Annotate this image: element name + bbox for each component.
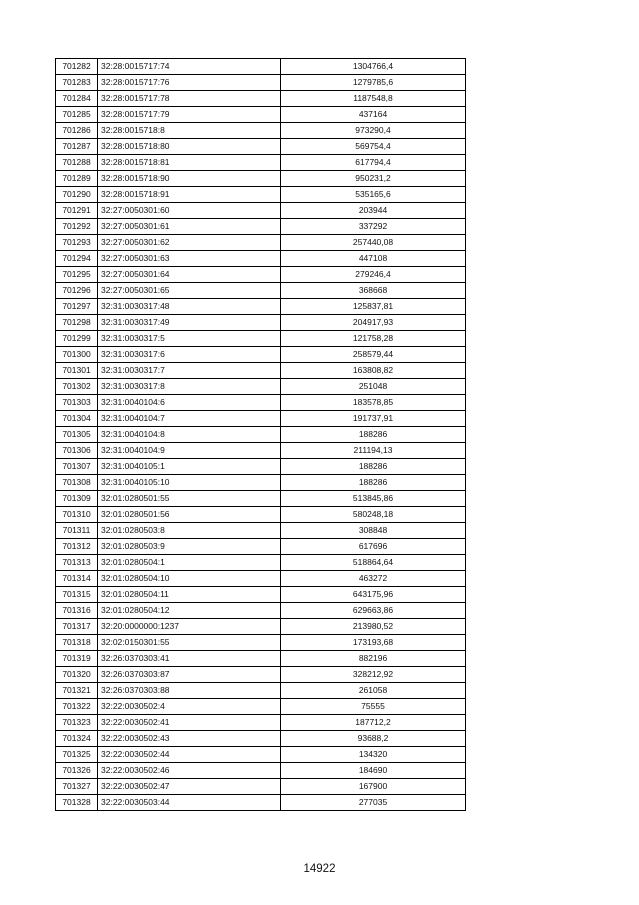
table-row — [56, 731, 466, 747]
row-id-cell: 701304 — [56, 411, 98, 427]
cadastral-number-cell: 32:28:0015718:80 — [98, 139, 281, 155]
table-row — [56, 363, 466, 379]
row-id-cell: 701305 — [56, 427, 98, 443]
table-row — [56, 443, 466, 459]
row-id-cell: 701286 — [56, 123, 98, 139]
table-row — [56, 619, 466, 635]
row-id-cell: 701325 — [56, 747, 98, 763]
cadastral-number-cell: 32:31:0040105:1 — [98, 459, 281, 475]
value-cell: 183578,85 — [281, 395, 466, 411]
value-cell: 188286 — [281, 475, 466, 491]
row-id-cell: 701308 — [56, 475, 98, 491]
value-cell: 337292 — [281, 219, 466, 235]
cadastral-number-cell: 32:26:0370303:88 — [98, 683, 281, 699]
value-cell: 173193,68 — [281, 635, 466, 651]
table-row — [56, 411, 466, 427]
cadastral-number-cell: 32:27:0050301:63 — [98, 251, 281, 267]
value-cell: 188286 — [281, 459, 466, 475]
table-body — [56, 59, 466, 811]
value-cell: 629663,86 — [281, 603, 466, 619]
row-id-cell: 701315 — [56, 587, 98, 603]
table-row — [56, 267, 466, 283]
cadastral-number-cell: 32:28:0015718:90 — [98, 171, 281, 187]
row-id-cell: 701292 — [56, 219, 98, 235]
cadastral-number-cell: 32:26:0370303:41 — [98, 651, 281, 667]
row-id-cell: 701310 — [56, 507, 98, 523]
cadastral-number-cell: 32:28:0015717:79 — [98, 107, 281, 123]
row-id-cell: 701328 — [56, 795, 98, 811]
value-cell: 973290,4 — [281, 123, 466, 139]
value-cell: 188286 — [281, 427, 466, 443]
cadastral-number-cell: 32:01:0280503:9 — [98, 539, 281, 555]
value-cell: 258579,44 — [281, 347, 466, 363]
cadastral-number-cell: 32:22:0030503:44 — [98, 795, 281, 811]
cadastral-number-cell: 32:31:0030317:48 — [98, 299, 281, 315]
table-row — [56, 763, 466, 779]
table-row — [56, 683, 466, 699]
cadastral-number-cell: 32:28:0015717:74 — [98, 59, 281, 75]
cadastral-number-cell: 32:20:0000000:1237 — [98, 619, 281, 635]
table-row — [56, 571, 466, 587]
cadastral-number-cell: 32:22:0030502:41 — [98, 715, 281, 731]
table-row — [56, 475, 466, 491]
row-id-cell: 701301 — [56, 363, 98, 379]
cadastral-number-cell: 32:27:0050301:62 — [98, 235, 281, 251]
value-cell: 328212,92 — [281, 667, 466, 683]
value-cell: 93688,2 — [281, 731, 466, 747]
value-cell: 167900 — [281, 779, 466, 795]
table-row — [56, 283, 466, 299]
value-cell: 277035 — [281, 795, 466, 811]
value-cell: 75555 — [281, 699, 466, 715]
table-row — [56, 155, 466, 171]
table-row — [56, 699, 466, 715]
row-id-cell: 701282 — [56, 59, 98, 75]
row-id-cell: 701297 — [56, 299, 98, 315]
value-cell: 1279785,6 — [281, 75, 466, 91]
row-id-cell: 701323 — [56, 715, 98, 731]
value-cell: 121758,28 — [281, 331, 466, 347]
row-id-cell: 701302 — [56, 379, 98, 395]
table-row — [56, 219, 466, 235]
value-cell: 513845,86 — [281, 491, 466, 507]
row-id-cell: 701319 — [56, 651, 98, 667]
table-row — [56, 491, 466, 507]
value-cell: 279246,4 — [281, 267, 466, 283]
table-row — [56, 251, 466, 267]
value-cell: 203944 — [281, 203, 466, 219]
cadastral-number-cell: 32:01:0280501:56 — [98, 507, 281, 523]
row-id-cell: 701300 — [56, 347, 98, 363]
row-id-cell: 701299 — [56, 331, 98, 347]
cadastral-number-cell: 32:22:0030502:44 — [98, 747, 281, 763]
cadastral-number-cell: 32:27:0050301:61 — [98, 219, 281, 235]
row-id-cell: 701295 — [56, 267, 98, 283]
table-row — [56, 715, 466, 731]
row-id-cell: 701306 — [56, 443, 98, 459]
row-id-cell: 701312 — [56, 539, 98, 555]
cadastral-number-cell: 32:01:0280504:12 — [98, 603, 281, 619]
row-id-cell: 701283 — [56, 75, 98, 91]
table-row — [56, 75, 466, 91]
value-cell: 1304766,4 — [281, 59, 466, 75]
value-cell: 187712,2 — [281, 715, 466, 731]
table-row — [56, 379, 466, 395]
cadastral-number-cell: 32:31:0040104:6 — [98, 395, 281, 411]
cadastral-number-cell: 32:31:0030317:6 — [98, 347, 281, 363]
value-cell: 617696 — [281, 539, 466, 555]
cadastral-number-cell: 32:27:0050301:64 — [98, 267, 281, 283]
row-id-cell: 701321 — [56, 683, 98, 699]
table-row — [56, 539, 466, 555]
row-id-cell: 701296 — [56, 283, 98, 299]
row-id-cell: 701293 — [56, 235, 98, 251]
table-row — [56, 459, 466, 475]
cadastral-number-cell: 32:28:0015718:91 — [98, 187, 281, 203]
row-id-cell: 701327 — [56, 779, 98, 795]
row-id-cell: 701314 — [56, 571, 98, 587]
cadastral-number-cell: 32:01:0280504:10 — [98, 571, 281, 587]
row-id-cell: 701326 — [56, 763, 98, 779]
cadastral-number-cell: 32:31:0040105:10 — [98, 475, 281, 491]
value-cell: 1187548,8 — [281, 91, 466, 107]
value-cell: 261058 — [281, 683, 466, 699]
value-cell: 125837,81 — [281, 299, 466, 315]
cadastral-number-cell: 32:01:0280503:8 — [98, 523, 281, 539]
table-row — [56, 91, 466, 107]
cadastral-number-cell: 32:22:0030502:47 — [98, 779, 281, 795]
table-row — [56, 587, 466, 603]
cadastral-number-cell: 32:31:0030317:7 — [98, 363, 281, 379]
row-id-cell: 701289 — [56, 171, 98, 187]
cadastral-number-cell: 32:01:0280504:1 — [98, 555, 281, 571]
row-id-cell: 701324 — [56, 731, 98, 747]
table-row — [56, 235, 466, 251]
table-row — [56, 331, 466, 347]
value-cell: 211194,13 — [281, 443, 466, 459]
value-cell: 163808,82 — [281, 363, 466, 379]
value-cell: 134320 — [281, 747, 466, 763]
value-cell: 447108 — [281, 251, 466, 267]
value-cell: 463272 — [281, 571, 466, 587]
value-cell: 191737,91 — [281, 411, 466, 427]
row-id-cell: 701313 — [56, 555, 98, 571]
value-cell: 617794,4 — [281, 155, 466, 171]
cadastral-number-cell: 32:01:0280504:11 — [98, 587, 281, 603]
cadastral-number-cell: 32:22:0030502:4 — [98, 699, 281, 715]
row-id-cell: 701320 — [56, 667, 98, 683]
table-row — [56, 555, 466, 571]
table-row — [56, 523, 466, 539]
row-id-cell: 701298 — [56, 315, 98, 331]
value-cell: 882196 — [281, 651, 466, 667]
value-cell: 643175,96 — [281, 587, 466, 603]
cadastral-number-cell: 32:31:0030317:5 — [98, 331, 281, 347]
data-table — [55, 58, 466, 811]
row-id-cell: 701311 — [56, 523, 98, 539]
value-cell: 518864,64 — [281, 555, 466, 571]
row-id-cell: 701322 — [56, 699, 98, 715]
cadastral-number-cell: 32:01:0280501:55 — [98, 491, 281, 507]
table-row — [56, 427, 466, 443]
cadastral-number-cell: 32:27:0050301:60 — [98, 203, 281, 219]
table-row — [56, 203, 466, 219]
row-id-cell: 701303 — [56, 395, 98, 411]
table-row — [56, 187, 466, 203]
cadastral-number-cell: 32:28:0015717:76 — [98, 75, 281, 91]
row-id-cell: 701287 — [56, 139, 98, 155]
value-cell: 308848 — [281, 523, 466, 539]
row-id-cell: 701290 — [56, 187, 98, 203]
table-row — [56, 299, 466, 315]
row-id-cell: 701284 — [56, 91, 98, 107]
table-row — [56, 779, 466, 795]
table-row — [56, 795, 466, 811]
cadastral-number-cell: 32:31:0030317:8 — [98, 379, 281, 395]
value-cell: 437164 — [281, 107, 466, 123]
row-id-cell: 701291 — [56, 203, 98, 219]
cadastral-number-cell: 32:22:0030502:43 — [98, 731, 281, 747]
table-row — [56, 315, 466, 331]
row-id-cell: 701285 — [56, 107, 98, 123]
cadastral-number-cell: 32:31:0040104:9 — [98, 443, 281, 459]
table-row — [56, 59, 466, 75]
cadastral-number-cell: 32:31:0030317:49 — [98, 315, 281, 331]
cadastral-number-cell: 32:27:0050301:65 — [98, 283, 281, 299]
table-row — [56, 347, 466, 363]
table-row — [56, 603, 466, 619]
table-row — [56, 507, 466, 523]
table-row — [56, 107, 466, 123]
value-cell: 569754,4 — [281, 139, 466, 155]
value-cell: 204917,93 — [281, 315, 466, 331]
cadastral-number-cell: 32:22:0030502:46 — [98, 763, 281, 779]
cadastral-number-cell: 32:26:0370303:87 — [98, 667, 281, 683]
value-cell: 213980,52 — [281, 619, 466, 635]
row-id-cell: 701318 — [56, 635, 98, 651]
row-id-cell: 701294 — [56, 251, 98, 267]
table-row — [56, 667, 466, 683]
row-id-cell: 701307 — [56, 459, 98, 475]
cadastral-number-cell: 32:28:0015717:78 — [98, 91, 281, 107]
value-cell: 950231,2 — [281, 171, 466, 187]
value-cell: 184690 — [281, 763, 466, 779]
value-cell: 251048 — [281, 379, 466, 395]
row-id-cell: 701316 — [56, 603, 98, 619]
table-row — [56, 171, 466, 187]
row-id-cell: 701288 — [56, 155, 98, 171]
row-id-cell: 701309 — [56, 491, 98, 507]
value-cell: 580248,18 — [281, 507, 466, 523]
table-row — [56, 395, 466, 411]
table-row — [56, 635, 466, 651]
value-cell: 257440,08 — [281, 235, 466, 251]
cadastral-number-cell: 32:28:0015718:81 — [98, 155, 281, 171]
cadastral-number-cell: 32:31:0040104:8 — [98, 427, 281, 443]
value-cell: 368668 — [281, 283, 466, 299]
table-row — [56, 651, 466, 667]
value-cell: 535165,6 — [281, 187, 466, 203]
table-row — [56, 747, 466, 763]
table-row — [56, 123, 466, 139]
page-number: 14922 — [303, 863, 336, 875]
cadastral-number-cell: 32:31:0040104:7 — [98, 411, 281, 427]
cadastral-number-cell: 32:28:0015718:8 — [98, 123, 281, 139]
table-row — [56, 139, 466, 155]
cadastral-number-cell: 32:02:0150301:55 — [98, 635, 281, 651]
row-id-cell: 701317 — [56, 619, 98, 635]
